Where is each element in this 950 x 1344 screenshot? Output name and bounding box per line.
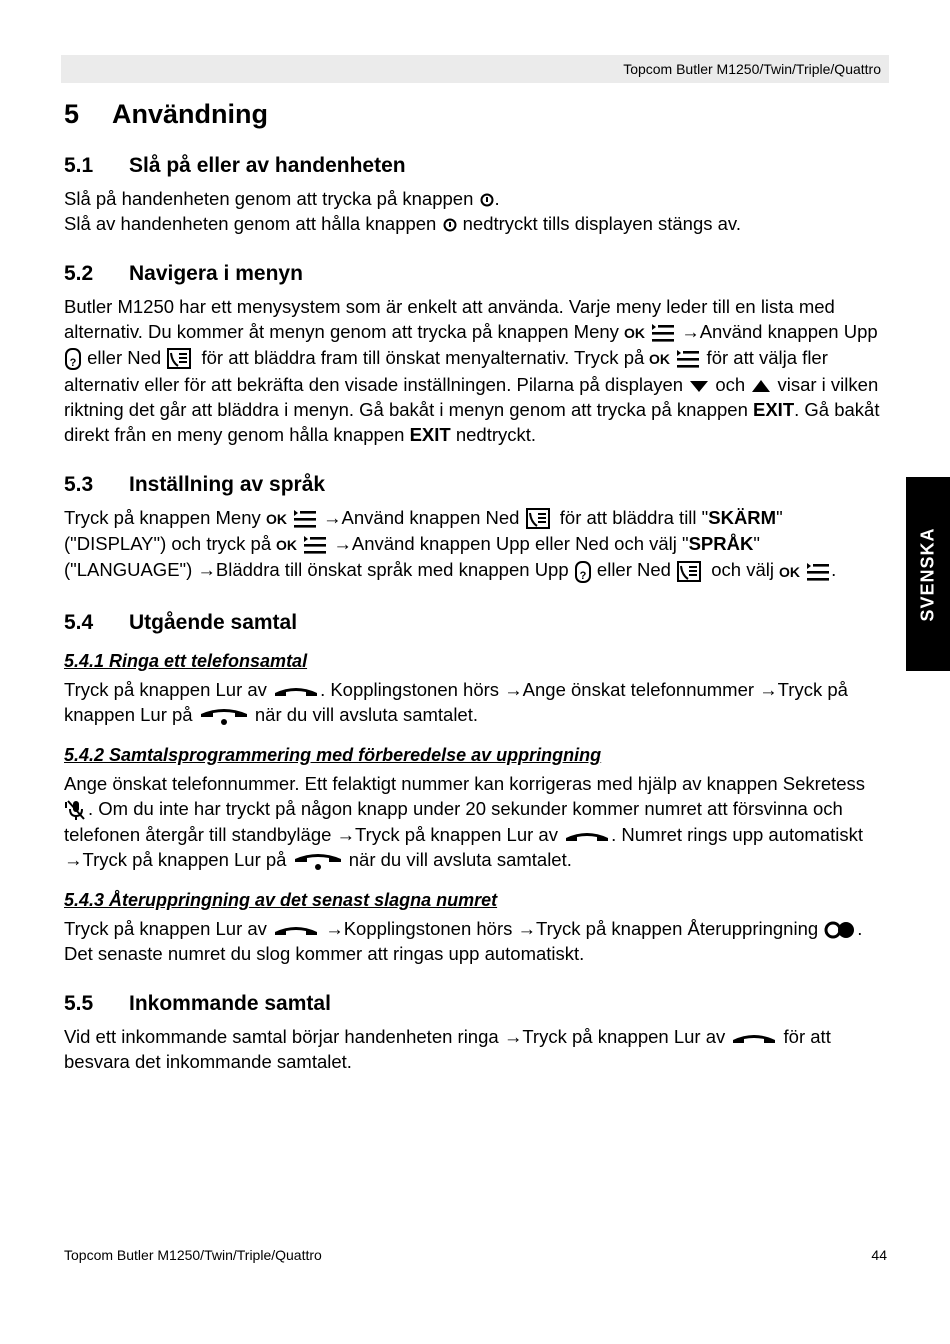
ok-menu-icon: [649, 347, 701, 371]
on-hook-icon: [292, 850, 344, 872]
side-tab-label: SVENSKA: [917, 526, 938, 622]
section-paragraph: [64, 294, 890, 447]
section-paragraph: [64, 505, 890, 584]
page-number: 44: [871, 1247, 887, 1263]
mute-icon: [64, 798, 88, 822]
ok-menu-icon: [779, 560, 831, 584]
subsection-5-4-1: [64, 649, 890, 727]
ok-menu-icon: [624, 321, 676, 345]
text: eller Ned: [591, 559, 671, 581]
subsection-paragraph: [64, 771, 890, 872]
section-heading: [64, 471, 890, 499]
text: eller Ned: [82, 347, 162, 369]
section-number: 5.1: [64, 154, 94, 177]
section-heading: [64, 990, 890, 1018]
footer-title: Topcom Butler M1250/Twin/Triple/Quattro: [64, 1247, 322, 1263]
text: nedtryckt.: [450, 424, 537, 446]
section-paragraph: [64, 1024, 890, 1074]
exit-key-label: EXIT: [409, 424, 451, 446]
redial-icon: [823, 920, 857, 940]
off-hook-icon: [563, 828, 611, 844]
text: Slå på handenheten genom att trycka på knappen: [64, 188, 474, 209]
text: " ("DISPLAY") och tryck på: [64, 507, 783, 555]
text: .: [831, 559, 837, 581]
menu-name-skarm: SKÄRM: [708, 507, 777, 529]
menu-name-sprak: SPRÅK: [688, 533, 754, 555]
section-5-5: [64, 990, 890, 1074]
subsection-paragraph: [64, 916, 890, 966]
section-number: 5.3: [64, 473, 94, 497]
text: och välj: [706, 559, 774, 581]
text: Slå av handenheten genom att hålla knappen: [64, 213, 437, 234]
off-hook-icon: [272, 683, 320, 699]
section-title: Inkommande samtal: [129, 991, 331, 1015]
section-heading: [64, 152, 890, 180]
text: nedtryckt tills displayen stängs av.: [457, 213, 741, 234]
section-title: Inställning av språk: [129, 473, 326, 497]
section-5-3: [64, 471, 890, 584]
off-hook-icon: [730, 1030, 778, 1046]
power-icon: [479, 192, 495, 208]
text: och: [710, 374, 746, 396]
text: för att bläddra fram till önskat menyalternativ. Tryck på: [196, 347, 645, 369]
exit-key-label: EXIT: [753, 399, 795, 421]
section-title: Navigera i menyn: [129, 262, 303, 285]
off-hook-icon: [272, 922, 320, 938]
page-header: [61, 55, 889, 83]
chapter-number: 5: [64, 99, 80, 129]
on-hook-icon: [198, 705, 250, 727]
text: Ange önskat telefonnummer. Ett felaktigt nummer kan korrigeras med hjälp av knappen Sekretess: [64, 772, 866, 794]
section-title: Utgående samtal: [129, 610, 298, 634]
down-button-icon: [676, 560, 706, 584]
subsection-title: 5.4.3 Återuppringning av det senast slagna numret: [64, 889, 498, 910]
text: Tryck på knappen Meny: [64, 507, 261, 529]
section-heading: [64, 609, 890, 637]
section-title: Slå på eller av handenheten: [129, 154, 406, 177]
up-button-icon: [574, 559, 592, 585]
text: visar i vilken riktning det går att bläddra i menyn. Gå bakåt i menyn genom att trycka på knappen: [64, 374, 879, 421]
down-button-icon: [525, 507, 555, 531]
down-button-icon: [166, 347, 196, 371]
subsection-paragraph: [64, 677, 890, 727]
text: Vid ett inkommande samtal börjar handenheten ringa →Tryck på knappen Lur av: [64, 1025, 726, 1047]
arrow-down-icon: [688, 378, 710, 394]
subsection-5-4-3: [64, 888, 890, 966]
section-5-4: [64, 609, 890, 966]
section-number: 5.4: [64, 610, 94, 634]
subsection-title: 5.4.1 Ringa ett telefonsamtal: [64, 650, 308, 671]
subsection-5-4-2: [64, 743, 890, 872]
text: . Gå bakåt direkt från en meny genom hålla knappen: [64, 399, 880, 446]
section-5-2: [64, 260, 890, 447]
text: " ("LANGUAGE") →Bläddra till önskat språk med knappen Upp: [64, 533, 760, 581]
section-paragraph: [64, 186, 890, 236]
section-heading: [64, 260, 890, 288]
text: för att besvara det inkommande samtalet.: [64, 1025, 831, 1072]
section-number: 5.5: [64, 991, 94, 1015]
subsection-title: 5.4.2 Samtalsprogrammering med förberedelse av uppringning: [64, 744, 602, 765]
text: →Kopplingstonen hörs →Tryck på knappen Återuppringning: [320, 917, 819, 939]
header-title: Topcom Butler M1250/Twin/Triple/Quattro: [623, 61, 881, 77]
text: Tryck på knappen Lur av: [64, 917, 267, 939]
text: →Använd knappen Ned: [317, 507, 520, 529]
text: →Använd knappen Upp: [676, 321, 878, 342]
text: .: [494, 188, 500, 209]
language-side-tab: [906, 477, 950, 671]
text: . Om du inte har tryckt på någon knapp under 20 sekunder kommer numret att försvinna och telefonen återgår till standbyläge →Tryck på knappen Lur av: [64, 797, 843, 845]
section-5-1: [64, 152, 890, 236]
chapter-heading: [64, 96, 890, 132]
text: . Kopplingstonen hörs →Ange önskat telefonnummer →Tryck på knappen Lur på: [64, 678, 848, 725]
text: när du vill avsluta samtalet.: [249, 703, 479, 725]
text: för att bläddra till ": [554, 507, 709, 529]
power-icon: [442, 217, 458, 233]
ok-menu-icon: [276, 533, 328, 557]
up-button-icon: [64, 346, 82, 372]
text: för att välja fler alternativ eller för att bekräfta den visade inställningen. Pilarna på displayen: [64, 347, 828, 396]
text: Butler M1250 har ett menysystem som är enkelt att använda. Varje meny leder till en lista med alternativ. Du kommer åt menyn genom att trycka på knappen Meny: [64, 296, 835, 342]
text: →Använd knappen Upp eller Ned och välj ": [328, 533, 689, 555]
ok-menu-icon: [266, 507, 318, 531]
chapter-title: Användning: [112, 99, 268, 129]
text: . Det senaste numret du slog kommer att ringas upp automatiskt.: [64, 917, 863, 964]
page-content: [64, 96, 890, 1098]
text: när du vill avsluta samtalet.: [343, 848, 572, 870]
text: Tryck på knappen Lur av: [64, 678, 267, 700]
section-number: 5.2: [64, 262, 94, 285]
arrow-up-icon: [750, 378, 772, 394]
text: . Numret rings upp automatiskt →Tryck på knappen Lur på: [64, 823, 864, 870]
